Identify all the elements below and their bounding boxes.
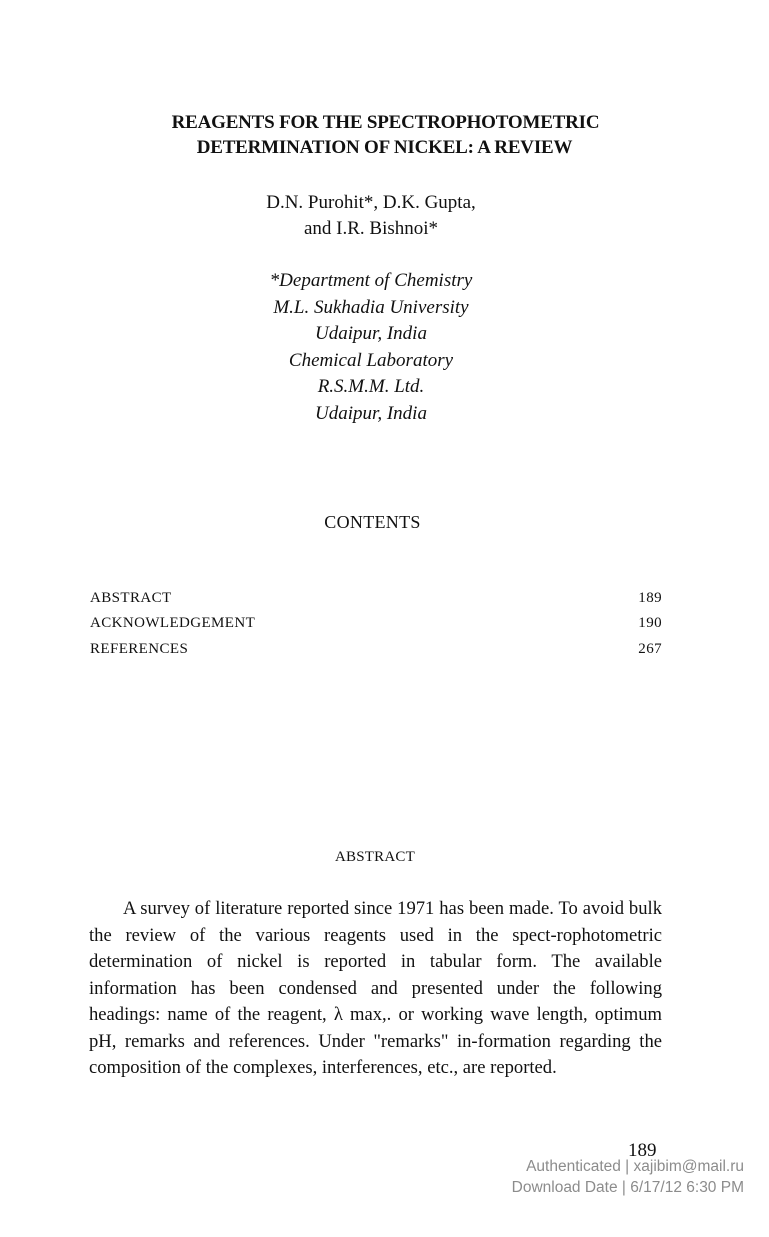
toc-entry[interactable] xyxy=(90,615,662,641)
affiliation-line-6: Udaipur, India xyxy=(315,403,427,424)
affiliation-line-5: R.S.M.M. Ltd. xyxy=(317,376,425,397)
affiliation-line-1: *Department of Chemistry xyxy=(269,270,473,291)
page-number: 189 xyxy=(628,1140,657,1161)
toc-entry-page: 267 xyxy=(638,641,662,657)
title-line-2: DETERMINATION OF NICKEL: A REVIEW xyxy=(196,137,573,158)
toc-entry-label: ABSTRACT xyxy=(90,590,172,606)
toc-entry-label: ACKNOWLEDGEMENT xyxy=(90,615,256,631)
toc-entry[interactable] xyxy=(90,641,662,667)
abstract-heading: ABSTRACT xyxy=(335,849,415,865)
watermark-line-1: Authenticated | xajibim@mail.ru xyxy=(526,1158,744,1175)
toc-entry-page: 189 xyxy=(638,590,662,606)
toc-entry-page: 190 xyxy=(638,615,662,631)
toc-entry[interactable] xyxy=(90,590,662,616)
contents-heading: CONTENTS xyxy=(324,512,421,532)
title-line-1: REAGENTS FOR THE SPECTROPHOTOMETRIC xyxy=(171,112,600,133)
affiliation-line-2: M.L. Sukhadia University xyxy=(273,297,469,318)
authors-line-2: and I.R. Bishnoi* xyxy=(303,218,439,239)
toc-entry-label: REFERENCES xyxy=(90,641,189,657)
affiliation-line-4: Chemical Laboratory xyxy=(288,350,454,371)
authors-line-1: D.N. Purohit*, D.K. Gupta, xyxy=(266,192,476,213)
affiliation-line-3: Udaipur, India xyxy=(315,323,427,344)
abstract-body: A survey of literature reported since 1971 has been made. To avoid bulk the review of the various reagents used in the spect-rophotometric determination of nickel is reported in tabular form. The available information has been condensed and presented under the following headings: name of the reagent, λ max,. or working wave length, optimum pH, remarks and references. Under "remarks" in-formation regarding the composition of the complexes, interferences, etc., are reported. xyxy=(89,898,662,1078)
watermark-line-2: Download Date | 6/17/12 6:30 PM xyxy=(511,1179,744,1196)
